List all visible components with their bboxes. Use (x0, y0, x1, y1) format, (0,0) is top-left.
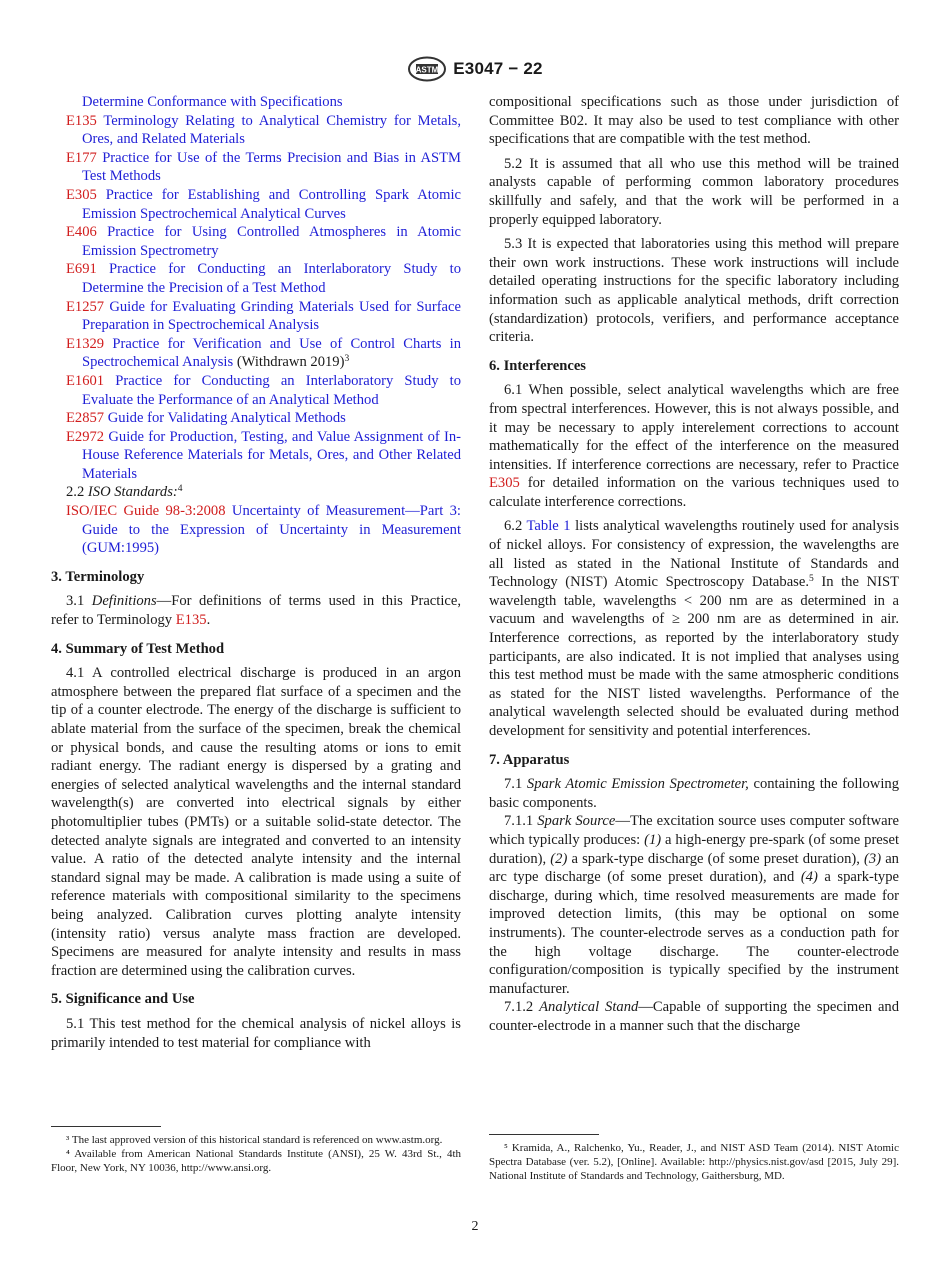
reference-item[interactable]: E1601 Practice for Conducting an Interlaboratory Study to Evaluate the Performance of an Analytical Method (66, 372, 461, 408)
paragraph-6-2: 6.2 Table 1 lists analytical wavelengths routinely used for analysis of nickel alloys. For consistency of expression, the wavelengths are all listed as stated in the National Institute of Standards and Technology (NIST) Atomic Spectroscopy Database.$^5$ In the NIST wavelength table, wavelengths < 200 nm are as determined in a vacuum and wavelengths of ≥ 200 nm are as determined in air. Interference corrections, as reported by the interlaboratory study participants, are also indicated. It is not implied that analyses using this test method must be made with the same atmospheric conditions as stated for the NIST listed wavelengths. Performance of the analytical wavelength selected should be evaluated during method development for sensitivity and potential interferences. (489, 518, 900, 739)
paragraph-5-1-start: 5.1 This test method for the chemical analysis of nickel alloys is primarily intended to test material for compliance with (51, 1015, 461, 1051)
section-heading-interferences: 6. Interferences (489, 357, 586, 374)
reference-item[interactable]: E1329 Practice for Verification and Use of Control Charts in Spectrochemical Analysis (Withdrawn 2019)$^3$ (66, 335, 461, 371)
right-column (489, 93, 899, 1036)
e305-link[interactable]: E305 (489, 475, 520, 492)
footnote-5: ⁵ Kramida, A., Ralchenko, Yu., Reader, J., and NIST ASD Team (2014). NIST Atomic Spectra Database (ver. 5.2), [Online]. Available: http://physics.nist.gov/asd [2015, July 29]. National Institute of Standards and Technology, Gaithersburg, MD. (489, 1142, 899, 1182)
section-heading-apparatus: 7. Apparatus (489, 751, 570, 768)
reference-item[interactable]: E406 Practice for Using Controlled Atmospheres in Atomic Emission Spectrometry (66, 224, 461, 259)
footnotes-right (489, 1134, 899, 1183)
svg-text:ASTM: ASTM (415, 65, 439, 75)
document-number: E3047 − 22 (453, 59, 543, 78)
paragraph-5-3: 5.3 It is expected that laboratories using this method will prepare their own work instructions. These work instructions will include detailed operating instructions for the specific laboratory including information such as applicable analytical methods, drift correction (standardization) protocols, verifiers, and performance acceptance criteria. (489, 236, 899, 346)
paragraph-5-2: 5.2 It is assumed that all who use this method will be trained analysts capable of performing common laboratory procedures skillfully and safely, and that the work will be performed in a properly equipped laboratory. (489, 155, 899, 228)
footnote-divider (489, 1134, 599, 1135)
reference-item[interactable]: E2972 Guide for Production, Testing, and Value Assignment of In-House Reference Materials for Metals, Ores, and Other Related Materials (66, 428, 461, 482)
reference-item[interactable]: E1257 Guide for Evaluating Grinding Materials Used for Surface Preparation in Spectrochemical Analysis (66, 298, 461, 334)
footnotes-left (51, 1126, 461, 1175)
paragraph-7-1-1: 7.1.1 Spark Source—The excitation source uses computer software which typically produces: (1) a high-energy pre-spark (of some preset duration), (2) a spark-type discharge (of some preset duration), (3) an arc type discharge (of some preset duration), and (4) a spark-type discharge, during which, time resolved measurements are made for improved detection limits, (this may be optional on some instruments). The counter-electrode serves as a conduction path for the high voltage discharge. The counter-electrode configuration/composition is typically specified by the instrument manufacturer. (489, 813, 899, 997)
iso-standards-heading: 2.2 ISO Standards:$^4$ (66, 484, 183, 501)
e135-link[interactable]: E135 (175, 612, 207, 629)
paragraph-5-1-cont: compositional specifications such as those under jurisdiction of Committee B02. It may also be used to test compliance with other specifications that are compatible with the test method. (489, 94, 899, 148)
iso-reference-item[interactable]: ISO/IEC Guide 98-3:2008 Uncertainty of Measurement—Part 3: Guide to the Expression of Uncertainty in Measurement (GUM:1995) (66, 503, 461, 557)
paragraph-7-1-2: 7.1.2 Analytical Stand—Capable of supporting the specimen and counter-electrode in a manner such that the discharge (489, 999, 900, 1034)
reference-item[interactable]: E691 Practice for Conducting an Interlaboratory Study to Determine the Precision of a Test Method (66, 261, 461, 296)
paragraph-4-1: 4.1 A controlled electrical discharge is produced in an argon atmosphere between the prepared flat surface of a specimen and the tip of a counter electrode. The energy of the discharge is sufficient to ablate material from the surface of the specimen, break the chemical or physical bonds, and cause the resulting atoms or ions to emit radiant energy. The radiant energy is dispersed by a grating and energies of selected analytical wavelengths and the internal standard wavelength(s) are converted into electrical signals by either photomultiplier tubes (PMTs) or a suitable solid-state detector. The detected analyte signals are integrated and converted to an intensity value. A ratio of the detected analyte intensity and the internal standard signal may be made. A calibration is made using a suite of reference materials with compositional similarity to the specimens being analyzed. Calibration curves plotting analyte intensity (intensity ratio) versus analyte mass fraction are developed. Specimens are measured for analyte intensity and results in mass fraction are determined using the calibration curves. (51, 665, 461, 979)
left-column (51, 93, 461, 1052)
paragraph-3-1: 3.1 Definitions—For definitions of terms used in this Practice, refer to Terminology E135. (51, 593, 461, 629)
footnote-divider (51, 1126, 161, 1127)
footnote-3: ³ The last approved version of this historical standard is referenced on www.astm.org. (66, 1134, 443, 1146)
section-heading-terminology: 3. Terminology (51, 568, 145, 585)
paragraph-6-1: 6.1 When possible, select analytical wavelengths which are free from spectral interferences. However, this is not always possible, and it may be necessary to apply interelement corrections to account mathematically for the effect of the interference on the measured intensities. If interference corrections are necessary, refer to Practice E305 for detailed information on the various techniques used to calculate interference corrections. (489, 382, 899, 510)
astm-logo-icon (407, 56, 447, 82)
page-header (0, 56, 950, 82)
reference-item[interactable]: E135 Terminology Relating to Analytical Chemistry for Metals, Ores, and Related Materials (66, 112, 461, 148)
page-number: 2 (471, 1219, 479, 1234)
footnote-4: ⁴ Available from American National Standards Institute (ANSI), 25 W. 43rd St., 4th Floor, New York, NY 10036, http://www.ansi.org. (51, 1148, 461, 1174)
paragraph-7-1: 7.1 Spark Atomic Emission Spectrometer, containing the following basic components. (489, 776, 899, 811)
reference-continuation: Determine Conformance with Specifications (82, 94, 343, 110)
reference-item[interactable]: E2857 Guide for Validating Analytical Methods (66, 410, 346, 427)
reference-item[interactable]: E305 Practice for Establishing and Controlling Spark Atomic Emission Spectrochemical Analytical Curves (66, 186, 461, 222)
reference-item[interactable]: E177 Practice for Use of the Terms Precision and Bias in ASTM Test Methods (66, 149, 461, 185)
table-1-link[interactable]: Table 1 (526, 518, 571, 535)
section-heading-summary: 4. Summary of Test Method (51, 640, 225, 657)
section-heading-significance: 5. Significance and Use (51, 991, 195, 1008)
